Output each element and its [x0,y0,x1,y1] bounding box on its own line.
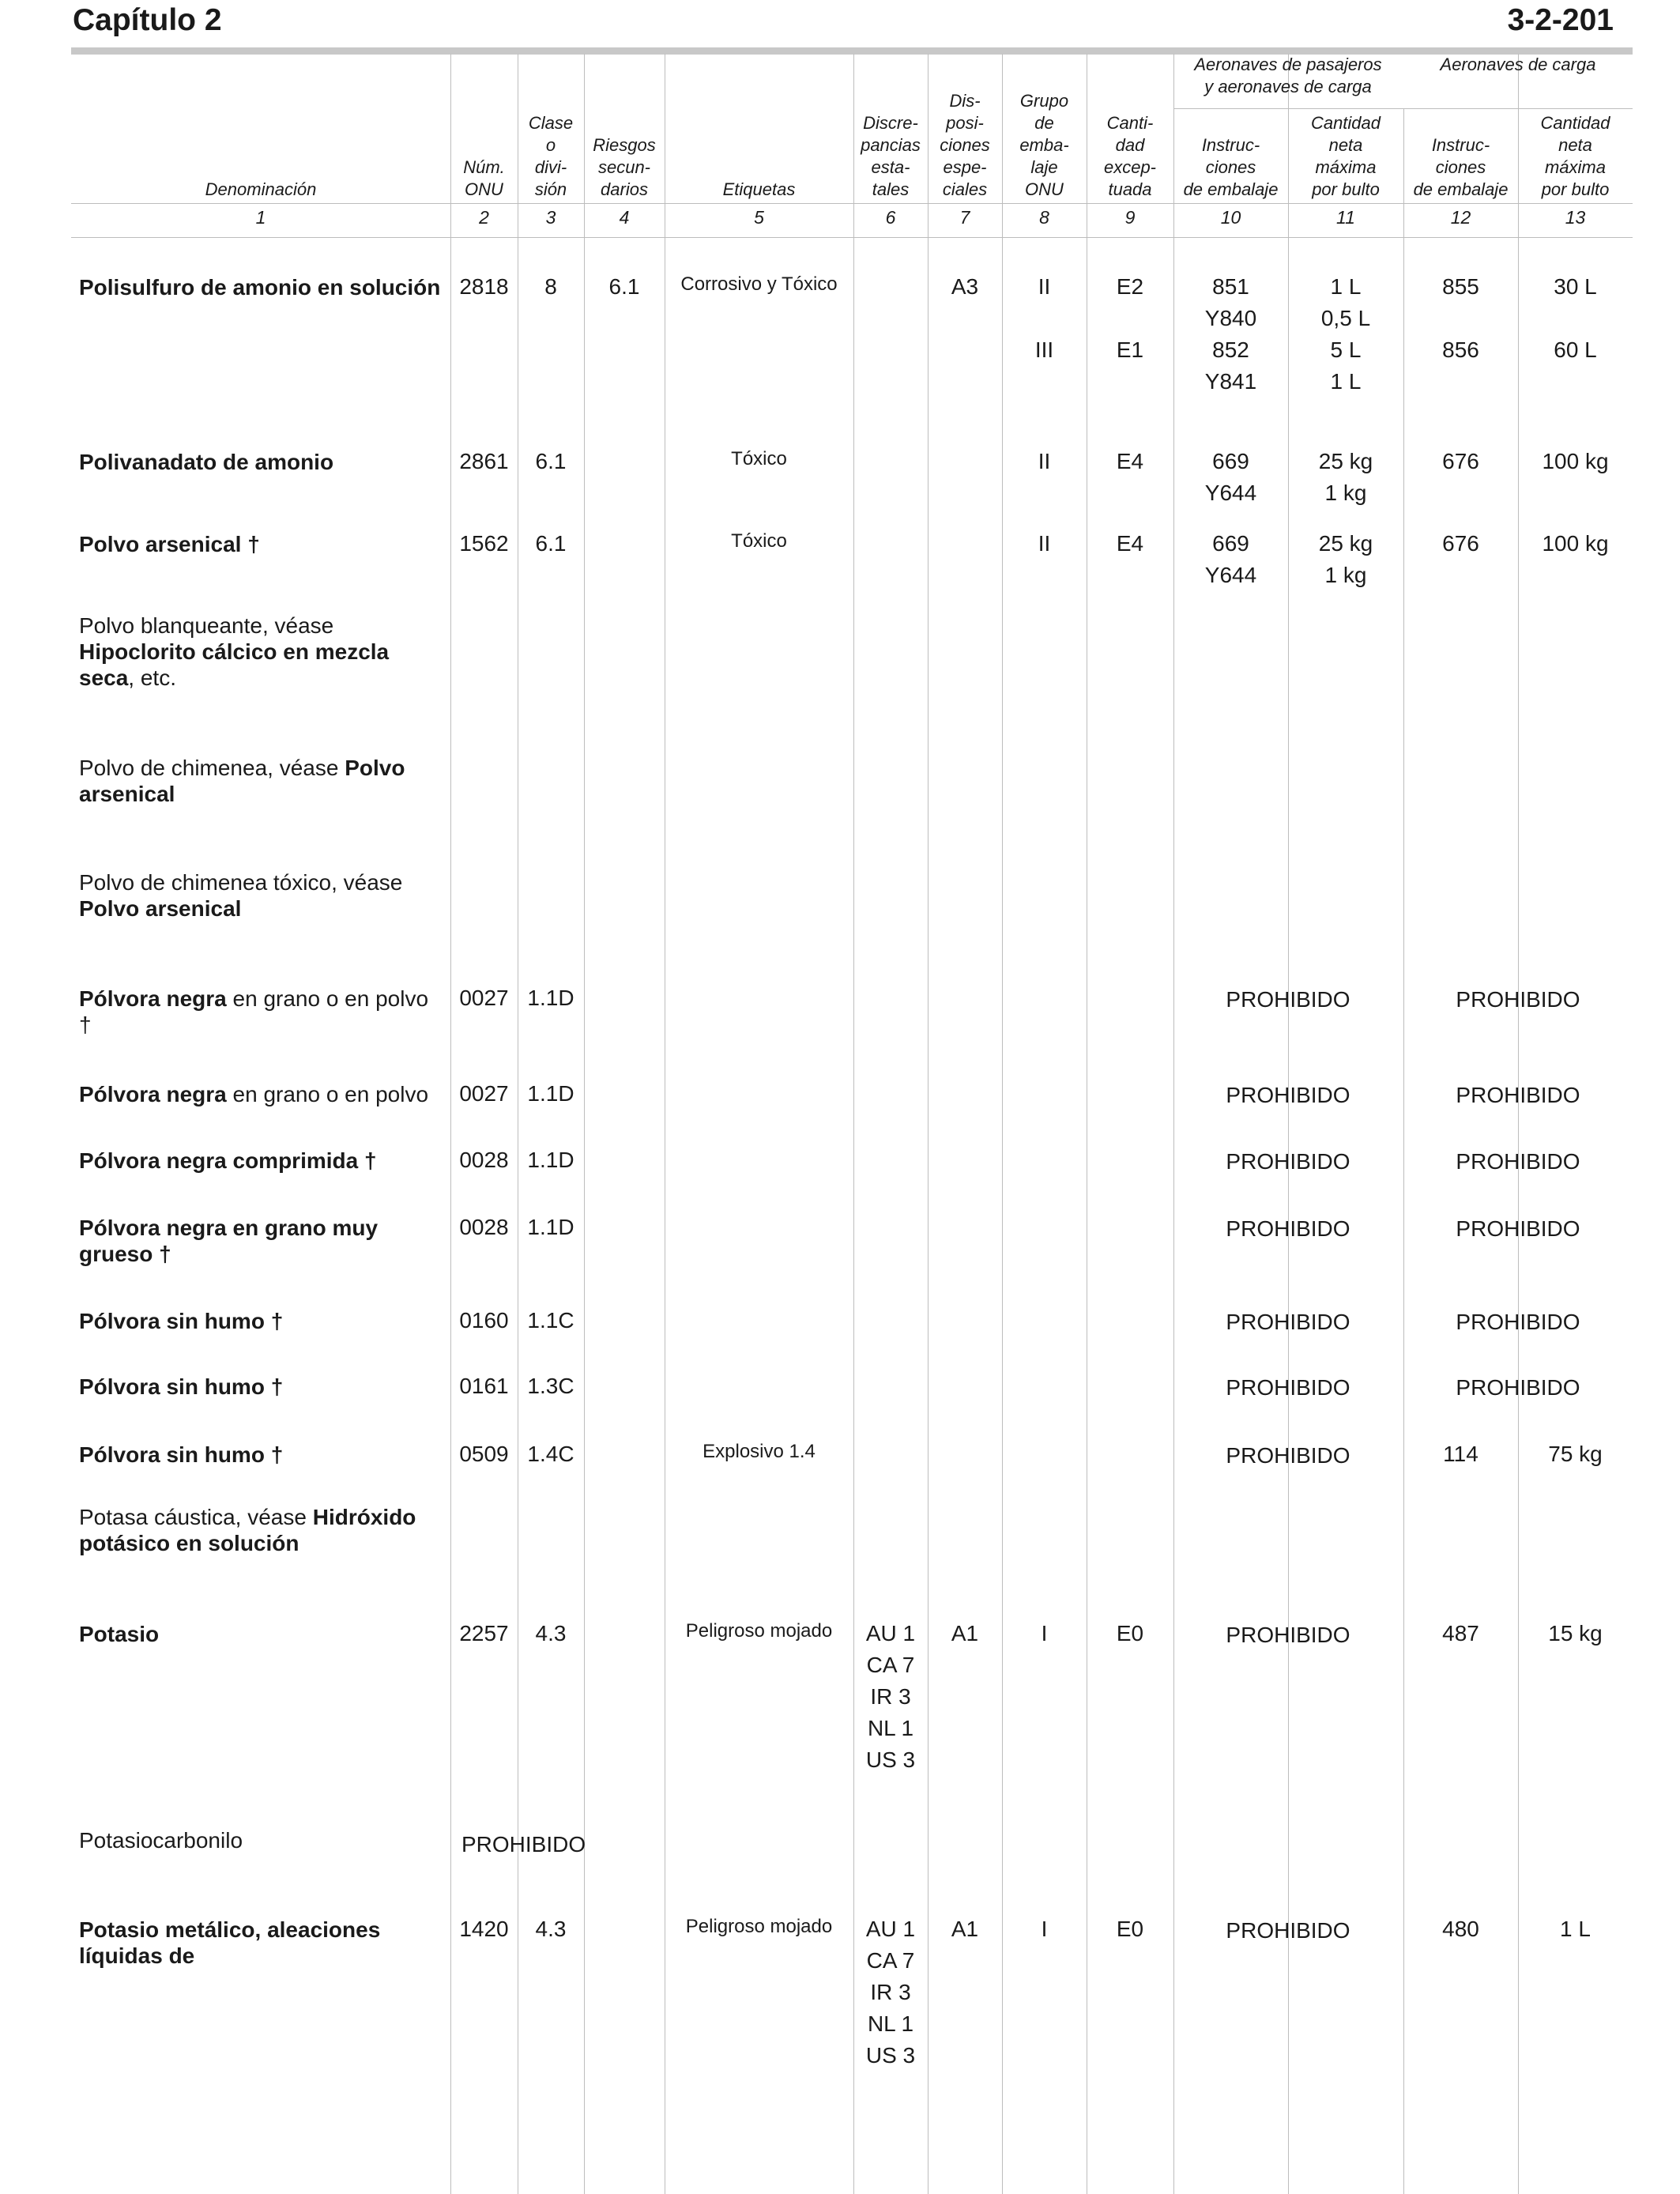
row-10-cargo-prohibited: PROHIBIDO [1456,1216,1580,1241]
denomination-segment: Pólvora sin humo † [79,1309,284,1333]
row-1-class: 8 [544,274,557,299]
row-5-denomination [79,755,443,807]
row-11-passenger-prohibited: PROHIBIDO [1226,1310,1350,1334]
row-2-cao-q: 100 kg [1542,449,1609,473]
column-header-5: Etiquetas [722,179,796,199]
row-1-denomination [79,274,443,300]
column-header-13: Cantidad neta máxima por bulto [1540,113,1610,199]
row-17-cao-pi: 480 [1442,1917,1479,1941]
row-9-passenger-prohibited: PROHIBIDO [1226,1149,1350,1174]
row-13-cao-pi: 114 [1443,1442,1478,1466]
row-8-class: 1.1D [527,1081,574,1106]
row-1-un: 2818 [459,274,509,299]
row-17-class: 4.3 [535,1917,567,1941]
row-17-denomination [79,1917,443,1969]
row-3-pax-pi: 669 Y644 [1204,531,1257,587]
column-divider [853,54,854,2194]
row-1-sp: A3 [951,274,979,299]
row-11-class: 1.1C [527,1308,574,1333]
column-number-1: 1 [255,207,266,228]
column-header-11: Cantidad neta máxima por bulto [1310,113,1381,199]
denomination-segment: Potasio [79,1622,160,1646]
row-1-pg: II III [1034,274,1054,362]
row-8-denomination [79,1081,443,1107]
row-17-un: 1420 [459,1917,509,1941]
denomination-segment: Polivanadato de amonio [79,450,334,474]
denomination-segment: Polvo de chimenea tóxico, véase [79,870,403,895]
denomination-segment: Potasiocarbonilo [79,1828,243,1853]
row-11-un: 0160 [459,1308,509,1333]
row-12-un: 0161 [459,1374,509,1398]
denomination-segment: Pólvora negra comprimida † [79,1148,377,1173]
row-12-passenger-prohibited: PROHIBIDO [1226,1375,1350,1400]
column-number-rule [71,237,1633,238]
column-number-8: 8 [1039,207,1049,228]
row-8-cargo-prohibited: PROHIBIDO [1456,1083,1580,1107]
row-7-cargo-prohibited: PROHIBIDO [1456,987,1580,1012]
row-17-passenger-prohibited: PROHIBIDO [1226,1918,1350,1943]
row-2-class: 6.1 [535,449,567,473]
denomination-segment: Pólvora negra en grano muy grueso † [79,1216,379,1266]
row-6-denomination [79,869,443,922]
chapter-title: Capítulo 2 [73,3,222,37]
row-7-passenger-prohibited: PROHIBIDO [1226,987,1350,1012]
denomination-segment: Polvo de chimenea, véase [79,756,345,780]
row-10-denomination [79,1215,443,1267]
row-15-cao-pi: 487 [1442,1621,1479,1646]
column-header-4: Riesgos secun- darios [593,135,656,199]
group-header-cargo: Aeronaves de carga [1440,55,1596,74]
row-3-class: 6.1 [535,531,567,556]
row-7-class: 1.1D [527,986,574,1010]
row-7-un: 0027 [459,986,509,1010]
denomination-segment: Pólvora sin humo † [79,1442,284,1467]
denomination-segment: Potasio metálico, aleaciones líquidas de [79,1917,381,1968]
column-number-3: 3 [545,207,556,228]
column-divider [584,54,585,2194]
row-12-denomination [79,1374,443,1400]
row-13-un: 0509 [459,1442,509,1466]
row-12-class: 1.3C [527,1374,574,1398]
denomination-segment: Potasa cáustica, véase [79,1505,313,1529]
row-13-cao-q: 75 kg [1548,1442,1603,1466]
column-header-7: Dis- posi- ciones espe- ciales [940,91,990,199]
row-15-pg: I [1041,1621,1048,1646]
row-15-denomination [79,1621,443,1647]
denomination-segment: Hipoclorito cálcico en mezcla seca [79,639,390,690]
column-divider [1002,54,1003,2194]
column-number-4: 4 [619,207,630,228]
column-divider [928,54,929,2194]
denomination-segment: Polisulfuro de amonio en solución [79,275,441,300]
column-number-2: 2 [479,207,489,228]
row-15-class: 4.3 [535,1621,567,1646]
column-header-10: Instruc- ciones de embalaje [1183,135,1279,199]
denomination-segment: , etc. [128,665,176,690]
subheader-rule [1173,108,1633,109]
group-header-passenger: Aeronaves de pasajeros y aeronaves de carga [1194,55,1382,96]
row-1-label: Corrosivo y Tóxico [680,273,838,295]
denomination-segment: Pólvora negra [79,1082,227,1106]
row-2-pax-q: 25 kg 1 kg [1318,449,1373,505]
column-number-13: 13 [1565,207,1586,228]
row-15-disc: AU 1 CA 7 IR 3 NL 1 US 3 [865,1621,916,1772]
denomination-segment: en grano o en polvo [226,1082,429,1106]
column-number-10: 10 [1220,207,1241,228]
row-3-cao-pi: 676 [1442,531,1479,556]
row-15-eq: E0 [1116,1621,1144,1646]
denomination-segment: Pólvora sin humo † [79,1374,284,1399]
denomination-segment: Polvo blanqueante, véase [79,613,334,638]
row-12-cargo-prohibited: PROHIBIDO [1456,1375,1580,1400]
column-header-6: Discre- pancias esta- tales [861,113,921,199]
row-13-passenger-prohibited: PROHIBIDO [1226,1443,1350,1468]
row-9-denomination [79,1148,443,1174]
row-8-passenger-prohibited: PROHIBIDO [1226,1083,1350,1107]
column-divider [1518,54,1519,2194]
row-1-cao-pi: 855 856 [1442,274,1479,362]
column-number-5: 5 [754,207,764,228]
row-9-un: 0028 [459,1148,509,1172]
row-4-denomination [79,613,443,691]
row-17-cao-q: 1 L [1560,1917,1591,1941]
row-15-un: 2257 [459,1621,509,1646]
row-10-class: 1.1D [527,1215,574,1239]
row-1-cao-q: 30 L 60 L [1554,274,1597,362]
row-17-label: Peligroso mojado [685,1916,833,1937]
column-header-8: Grupo de emba- laje ONU [1019,91,1069,199]
row-1-eq: E2 E1 [1116,274,1144,362]
row-15-cao-q: 15 kg [1548,1621,1603,1646]
row-3-denomination [79,531,443,557]
row-10-passenger-prohibited: PROHIBIDO [1226,1216,1350,1241]
column-header-1: Denominación [205,179,317,199]
row-3-pax-q: 25 kg 1 kg [1318,531,1373,587]
column-number-12: 12 [1450,207,1471,228]
row-2-cao-pi: 676 [1442,449,1479,473]
row-2-un: 2861 [459,449,509,473]
row-1-pax-q: 1 L 0,5 L 5 L 1 L [1320,274,1371,394]
row-16-denomination [79,1827,443,1853]
row-14-denomination [79,1504,443,1556]
denomination-segment: Hidróxido potásico en solución [79,1505,416,1555]
row-8-un: 0027 [459,1081,509,1106]
row-1-pax-pi: 851 Y840 852 Y841 [1204,274,1257,394]
row-17-sp: A1 [951,1917,979,1941]
row-7-denomination [79,986,443,1038]
row-17-disc: AU 1 CA 7 IR 3 NL 1 US 3 [865,1917,916,2068]
denomination-segment: Polvo arsenical [79,896,242,921]
row-9-class: 1.1D [527,1148,574,1172]
column-number-11: 11 [1336,207,1355,228]
header-bottom-rule [71,203,1633,204]
row-1-sub: 6.1 [608,274,640,299]
denomination-segment: en grano o en polvo † [79,986,429,1037]
page-number: 3-2-201 [1507,3,1614,37]
column-header-3: Clase o divi- sión [528,113,574,199]
row-13-denomination [79,1442,443,1468]
column-number-7: 7 [959,207,970,228]
row-11-denomination [79,1308,443,1334]
denomination-segment: Polvo arsenical † [79,532,260,556]
row-11-cargo-prohibited: PROHIBIDO [1456,1310,1580,1334]
row-10-un: 0028 [459,1215,509,1239]
column-header-12: Instruc- ciones de embalaje [1413,135,1509,199]
column-header-2: Núm. ONU [463,157,505,199]
row-13-label: Explosivo 1.4 [703,1441,816,1462]
row-2-eq: E4 [1116,449,1144,473]
row-3-eq: E4 [1116,531,1144,556]
row-13-class: 1.4C [527,1442,574,1466]
row-2-pax-pi: 669 Y644 [1204,449,1257,505]
row-3-pg: II [1038,531,1051,556]
row-2-denomination [79,449,443,475]
denomination-segment: Polvo arsenical [79,756,405,806]
row-15-passenger-prohibited: PROHIBIDO [1226,1623,1350,1647]
row-15-sp: A1 [951,1621,979,1646]
row-2-pg: II [1038,449,1051,473]
row-17-eq: E0 [1116,1917,1144,1941]
row-9-cargo-prohibited: PROHIBIDO [1456,1149,1580,1174]
denomination-segment: Pólvora negra [79,986,227,1011]
column-divider [450,54,451,2194]
row-15-label: Peligroso mojado [685,1620,833,1642]
column-number-6: 6 [885,207,896,228]
column-header-9: Canti- dad excep- tuada [1103,113,1157,199]
row-2-label: Tóxico [731,448,787,469]
row-3-un: 1562 [459,531,509,556]
column-number-9: 9 [1124,207,1136,228]
row-3-label: Tóxico [731,530,787,552]
row-3-cao-q: 100 kg [1542,531,1609,556]
row-17-pg: I [1041,1917,1048,1941]
row-16-prohibited: PROHIBIDO [461,1832,586,1857]
